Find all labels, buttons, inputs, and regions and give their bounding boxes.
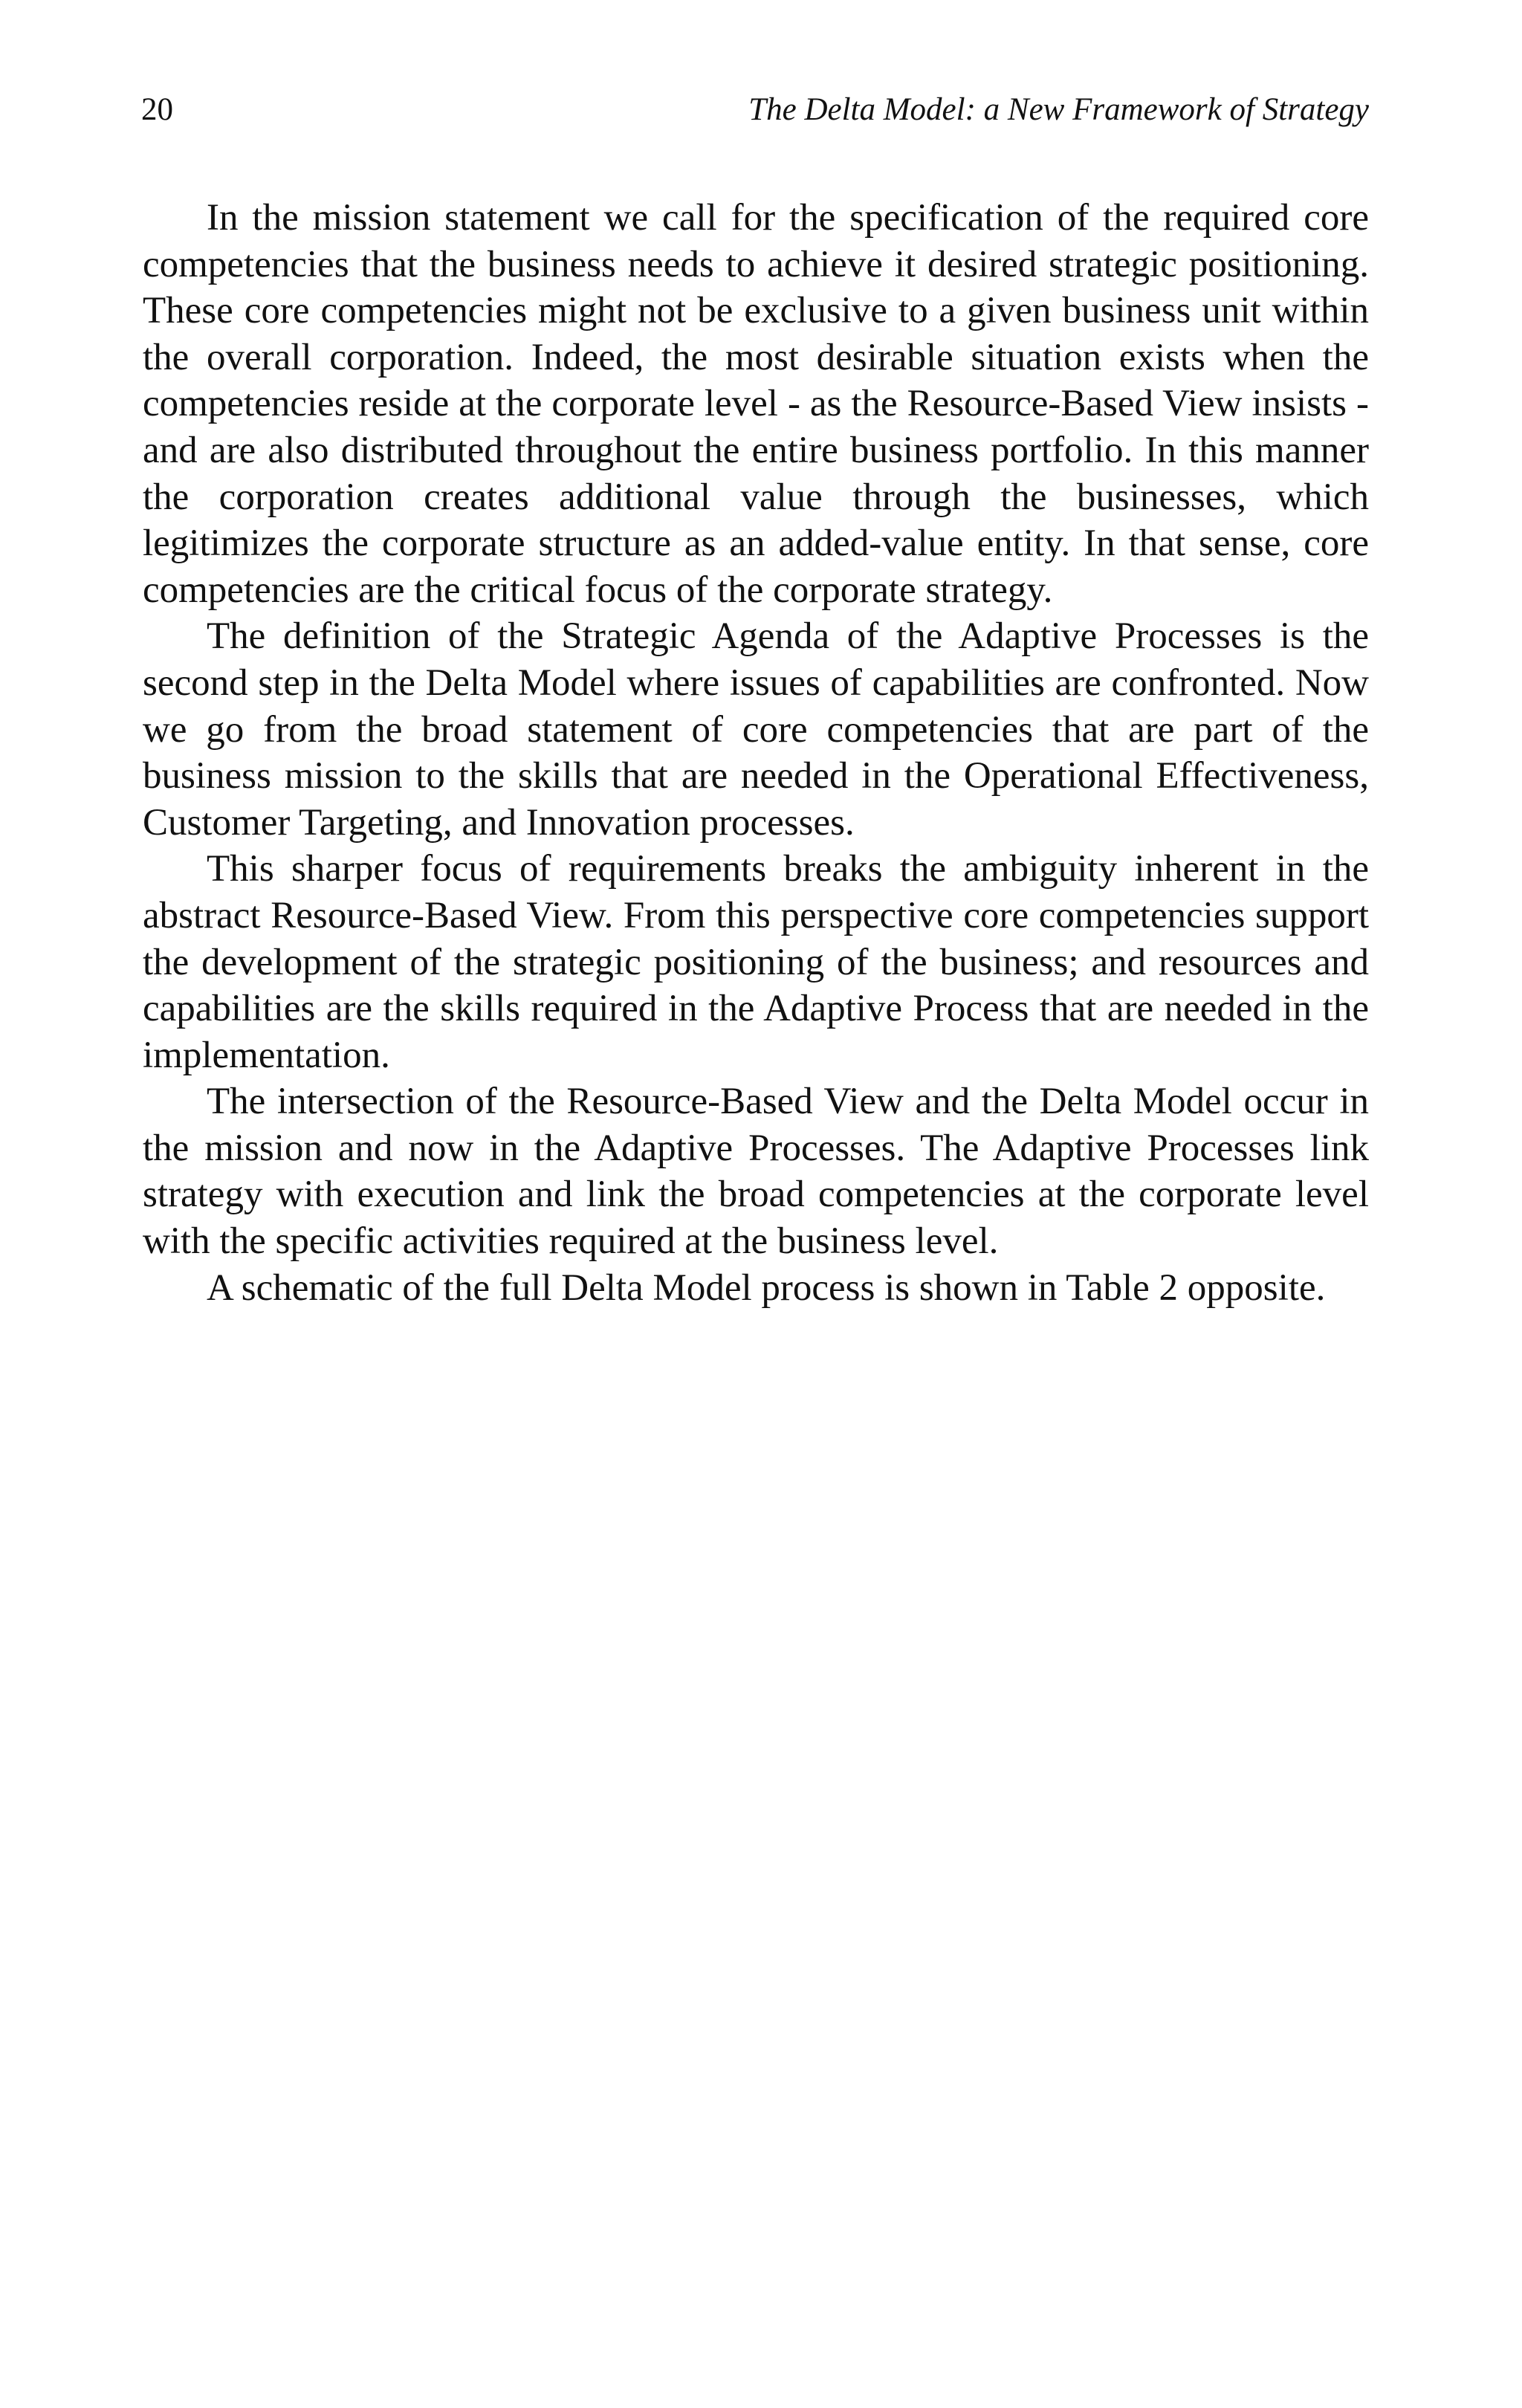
- paragraph: The intersection of the Resource-Based View and the Delta Model occur in the mission and now in the Adaptive Processes. The Adaptive Processes link strategy with execution and link the broad competencies at the corporate level with the specific activities required at the business level.: [143, 1081, 1369, 1263]
- body-text: [143, 195, 1369, 1311]
- page-header: [141, 88, 1369, 132]
- page-number: 20: [141, 92, 173, 127]
- paragraph: The definition of the Strategic Agenda of the Adaptive Processes is the second step in the Delta Model where issues of capabilities are confronted. Now we go from the broad statement of core competencies that are part of the business mission to the skills that are needed in the Operational Effectiveness, Customer Targeting, and Innovation processes.: [143, 615, 1369, 844]
- paragraph: In the mission statement we call for the specification of the required core competencies that the business needs to achieve it desired strategic positioning. These core competencies might not be exclusive to a given business unit within the overall corporation. Indeed, the most desirable situation exists when the competencies reside at the corporate level - as the Resource-Based View insists - and are also distributed throughout the entire business portfolio. In this manner the corporation creates additional value through the businesses, which legitimizes the corporate structure as an added-value entity. In that sense, core competencies are the critical focus of the corporate strategy.: [143, 197, 1369, 611]
- paragraph: A schematic of the full Delta Model process is shown in Table 2 opposite.: [207, 1266, 1326, 1309]
- running-title: The Delta Model: a New Framework of Strategy: [748, 92, 1369, 127]
- paragraph: This sharper focus of requirements breaks the ambiguity inherent in the abstract Resource-Based View. From this perspective core competencies support the development of the strategic positioning of the business; and resources and capabilities are the skills required in the Adaptive Process that are needed in the implementation.: [143, 848, 1369, 1076]
